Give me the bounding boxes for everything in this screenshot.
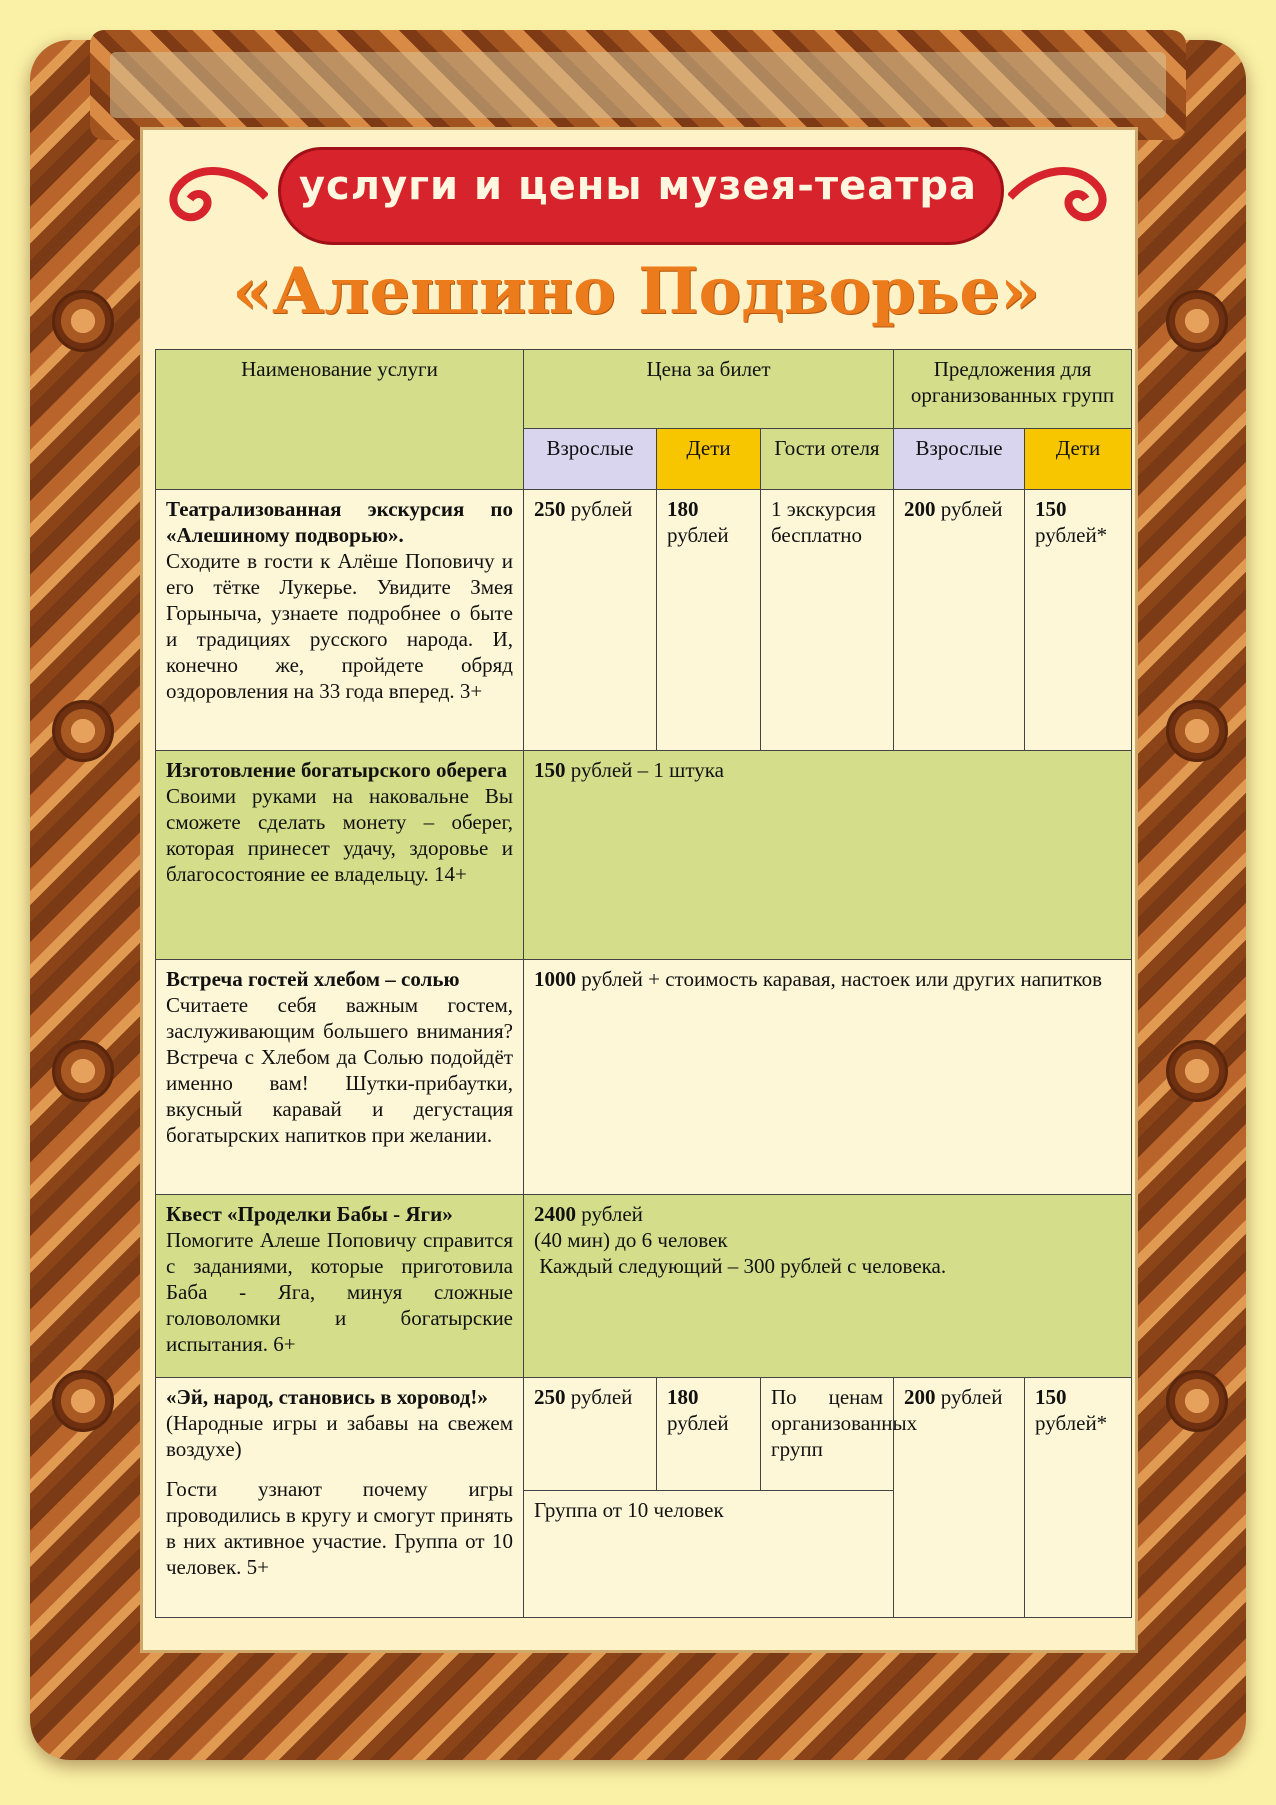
price-duration: (40 мин) до 6 человек (534, 1228, 728, 1252)
price-value: 180 (667, 1385, 699, 1409)
price-value: 180 (667, 497, 699, 521)
service-cell (156, 960, 524, 1195)
service-title: Театрализованная экскурсия по «Алешиному подворью». (166, 497, 513, 547)
scroll-ornament-icon (158, 157, 268, 237)
price-extra: Каждый следующий – 300 рублей с человека. (534, 1254, 947, 1278)
price-unit: рублей (565, 1385, 633, 1409)
price-value: 150 (1035, 1385, 1067, 1409)
table-row (156, 960, 1132, 1195)
sun-carving-icon (1166, 1370, 1228, 1432)
sun-carving-icon (52, 1370, 114, 1432)
subheader-hotel-guests: Гости отеля (761, 429, 894, 490)
museum-name: «Алешино Подворье» (232, 254, 1040, 329)
table-row (156, 490, 1132, 751)
price-children (657, 1378, 761, 1491)
price-children (657, 490, 761, 751)
price-text: рублей – 1 штука (565, 758, 724, 782)
price-text: рублей + стоимость каравая, настоек или других напитков (576, 967, 1102, 991)
price-unit: рублей (576, 1202, 643, 1226)
group-note: Группа от 10 человек (524, 1491, 894, 1618)
service-description: (Народные игры и забавы на свежем воздухе) (166, 1411, 513, 1461)
sun-carving-icon (52, 1040, 114, 1102)
service-title: Квест «Проделки Бабы - Яги» (166, 1202, 453, 1226)
price-unit: рублей (565, 497, 633, 521)
price-unit: рублей (667, 523, 729, 547)
price-value: 2400 (534, 1202, 576, 1226)
price-value: 200 (904, 1385, 936, 1409)
service-title: Встреча гостей хлебом – солью (166, 967, 460, 991)
sun-carving-icon (52, 700, 114, 762)
service-cell (156, 1378, 524, 1618)
price-cell (524, 751, 1132, 960)
price-group-children (1025, 490, 1132, 751)
subheader-group-children: Дети (1025, 429, 1132, 490)
subheader-group-adults: Взрослые (894, 429, 1025, 490)
price-hotel: По ценам организованных групп (761, 1378, 894, 1491)
sun-carving-icon (1166, 700, 1228, 762)
price-unit: рублей* (1035, 1411, 1108, 1435)
price-value: 150 (534, 758, 566, 782)
price-value: 250 (534, 1385, 566, 1409)
price-unit: рублей (935, 497, 1003, 521)
price-unit: рублей (935, 1385, 1003, 1409)
header-groups: Предложения для организованных групп (894, 350, 1132, 429)
table-row (156, 1195, 1132, 1378)
scroll-ornament-icon (1008, 157, 1118, 237)
service-cell (156, 751, 524, 960)
price-cell (524, 960, 1132, 1195)
table-row (156, 1378, 1132, 1491)
subheader-adults: Взрослые (524, 429, 657, 490)
table-header-row (156, 350, 1132, 429)
service-description: Считаете себя важным гостем, заслуживающим большего внимания? Встреча с Хлебом да Солью подойдёт именно вам! Шутки-прибаутки, вкусный каравай и дегустация богатырских напитков при желании. (166, 993, 513, 1147)
service-title: Изготовление богатырского оберега (166, 758, 508, 782)
price-unit: рублей (667, 1411, 729, 1435)
price-value: 150 (1035, 497, 1067, 521)
service-description: Помогите Алеше Поповичу справится с заданиями, которые приготовила Баба - Яга, минуя сложные головоломки и богатырские испытания. 6+ (166, 1228, 513, 1356)
frame-top-beam (90, 30, 1186, 140)
page-title: услуги и цены музея-театра (298, 163, 977, 209)
service-description: Своими руками на наковальне Вы сможете сделать монету – оберег, которая принесет удачу, здоровье и благосостояние ее владельцу. 14+ (166, 784, 513, 886)
sun-carving-icon (1166, 1040, 1228, 1102)
price-group-adults (894, 490, 1025, 751)
price-value: 1000 (534, 967, 576, 991)
table-row (156, 751, 1132, 960)
price-value: 200 (904, 497, 936, 521)
price-value: 250 (534, 497, 566, 521)
subheader-children: Дети (657, 429, 761, 490)
price-table (155, 349, 1132, 1618)
header-price: Цена за билет (524, 350, 894, 429)
header-service: Наименование услуги (156, 350, 524, 490)
service-cell (156, 1195, 524, 1378)
service-description: Сходите в гости к Алёше Поповичу и его тётке Лукерье. Увидите Змея Горыныча, узнаете подробнее о быте и традициях русского народа. И, конечно же, пройдете обряд оздоровления на 33 года вперед. 3+ (166, 549, 513, 703)
price-hotel: 1 экскурсия бесплатно (761, 490, 894, 751)
title-ribbon (158, 147, 1118, 253)
price-cell (524, 1195, 1132, 1378)
service-title: «Эй, народ, становись в хоровод!» (166, 1385, 488, 1409)
price-group-children (1025, 1378, 1132, 1618)
price-adults (524, 1378, 657, 1491)
price-adults (524, 490, 657, 751)
price-unit: рублей* (1035, 523, 1108, 547)
sun-carving-icon (1166, 290, 1228, 352)
service-description-extra: Гости узнают почему игры проводились в кругу и смогут принять в них активное участие. Группа от 10 человек. 5+ (166, 1477, 513, 1579)
sun-carving-icon (52, 290, 114, 352)
service-cell (156, 490, 524, 751)
